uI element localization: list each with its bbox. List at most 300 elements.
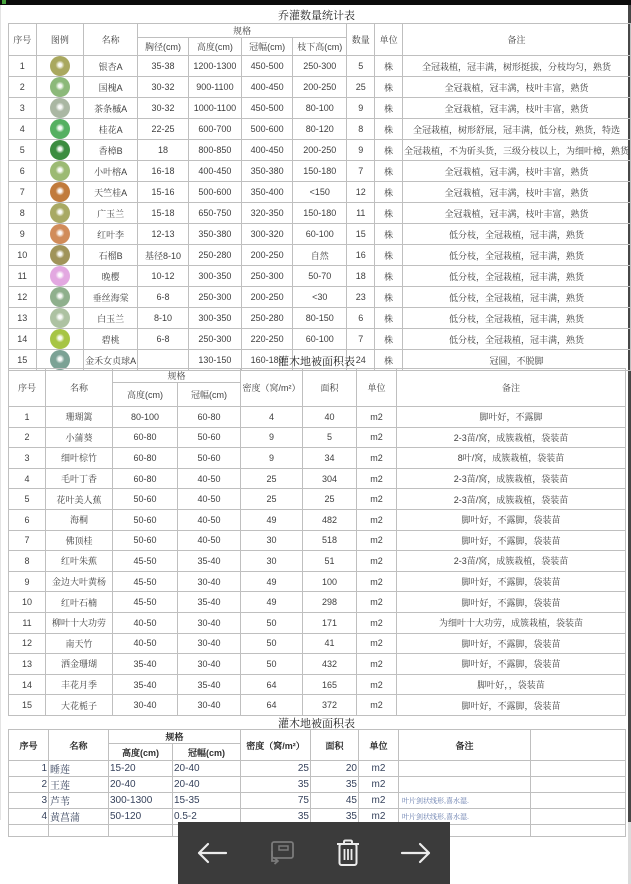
plant-legend-icon: [50, 98, 70, 118]
table-cell: 2-3苗/窝，成簇栽植，袋装苗: [397, 551, 626, 572]
table-cell: 2: [9, 77, 37, 98]
table-cell: 50-60: [113, 530, 178, 551]
table-row: [9, 674, 626, 695]
column-header: 密度（窝/m²）: [241, 369, 303, 407]
table-cell: 50: [241, 612, 303, 633]
table-cell: 8叶/窝，成簇栽植，袋装苗: [397, 448, 626, 469]
table-cell: 冠圆，不脱脚: [402, 350, 630, 371]
column-header: 冠幅(cm): [242, 38, 293, 56]
table-cell: 500-600: [188, 182, 241, 203]
plant-legend-icon: [50, 77, 70, 97]
table-cell: 株: [375, 266, 403, 287]
tree-table: [8, 23, 631, 371]
column-header: 名称: [46, 369, 113, 407]
table-row: [9, 224, 631, 245]
plant-legend-icon: [50, 203, 70, 223]
table-cell: 南天竹: [46, 633, 113, 654]
table-cell: 13: [9, 654, 46, 675]
table-cell: 60-80: [113, 427, 178, 448]
table-cell: 1: [9, 761, 49, 777]
table-cell: 40-50: [113, 612, 178, 633]
table-cell: 250-300: [188, 329, 241, 350]
column-header: 胸径(cm): [138, 38, 189, 56]
table-cell: 洒金珊瑚: [46, 654, 113, 675]
arrow-left-icon: [195, 840, 229, 866]
column-header: 序号: [9, 24, 37, 56]
table-cell: m2: [357, 530, 397, 551]
plant-legend-icon: [50, 161, 70, 181]
table-cell: 30-40: [113, 695, 178, 716]
table-cell: m2: [359, 761, 399, 777]
table-row: [9, 612, 626, 633]
table-cell: 60-80: [113, 468, 178, 489]
table-cell: 100: [303, 571, 357, 592]
table-cell: 41: [303, 633, 357, 654]
next-page-button[interactable]: [396, 833, 436, 873]
plant-legend-icon: [50, 182, 70, 202]
table-cell: 2-3苗/窝，成簇栽植，袋装苗: [397, 427, 626, 448]
table-cell: 45: [311, 793, 359, 809]
table-cell: 9: [9, 224, 37, 245]
table-cell: 350-380: [188, 224, 241, 245]
shrub-table: [8, 368, 626, 716]
table-cell: 佛顶桂: [46, 530, 113, 551]
table-cell: 脚叶好，不露脚，袋装苗: [397, 530, 626, 551]
table-cell: 75: [241, 793, 311, 809]
table-cell: 低分枝，全冠栽植，冠丰满，熟货: [402, 308, 630, 329]
table-cell: 24: [347, 350, 375, 371]
table-cell: 小叶榕A: [84, 161, 138, 182]
table-cell: 400-450: [188, 161, 241, 182]
table-cell: 大花栀子: [46, 695, 113, 716]
table-cell: [399, 761, 531, 777]
table-cell: 6: [9, 509, 46, 530]
table-cell: 50-60: [113, 489, 178, 510]
table-cell: 23: [347, 287, 375, 308]
table-cell: 16: [347, 245, 375, 266]
table-row: [9, 592, 626, 613]
table-cell: 7: [347, 161, 375, 182]
annotate-button[interactable]: [260, 833, 300, 873]
table-cell: 20-40: [173, 777, 241, 793]
table-cell: m2: [357, 407, 397, 428]
table-cell: 40-50: [178, 468, 241, 489]
table-cell: 全冠栽植，树形舒展，冠丰满，低分枝，熟货，特选: [402, 119, 630, 140]
table-cell: 2-3苗/窝，成簇栽植，袋装苗: [397, 489, 626, 510]
table-cell: 40: [303, 407, 357, 428]
table-cell: 60-100: [293, 329, 347, 350]
table-cell: 芦苇: [49, 793, 109, 809]
table-cell: 11: [9, 612, 46, 633]
table-cell: 15-20: [109, 761, 173, 777]
table-cell: 全冠栽植，冠丰满，枝叶丰富，熟货: [402, 77, 630, 98]
column-header: 高度(cm): [113, 383, 178, 407]
table-row: [9, 777, 626, 793]
table-cell: 350-380: [242, 161, 293, 182]
table-cell: [531, 809, 626, 825]
table-cell: 10-12: [138, 266, 189, 287]
water-table-title: 灌木地被面积表: [278, 718, 355, 730]
table-cell: 自然: [293, 245, 347, 266]
table-row: [9, 77, 631, 98]
table-row: [9, 119, 631, 140]
page-left-edge: [0, 5, 1, 820]
table-row: [9, 551, 626, 572]
table-cell: 30: [241, 530, 303, 551]
column-header: 备注: [399, 730, 531, 761]
table-cell: 400-450: [242, 77, 293, 98]
table-cell: m2: [357, 448, 397, 469]
table-cell: [36, 203, 84, 224]
table-cell: 35: [311, 809, 359, 825]
table-cell: 4: [241, 407, 303, 428]
table-cell: 株: [375, 98, 403, 119]
table-cell: 45-50: [113, 551, 178, 572]
plant-legend-icon: [50, 56, 70, 76]
column-header: 数量: [347, 24, 375, 56]
table-cell: 全冠栽植，冠丰满，枝叶丰富，熟货: [402, 182, 630, 203]
previous-page-button[interactable]: [192, 833, 232, 873]
column-header: [531, 730, 626, 761]
table-cell: [36, 182, 84, 203]
table-cell: 脚叶好，不露脚，袋装苗: [397, 509, 626, 530]
table-cell: 25: [241, 489, 303, 510]
table-cell: 株: [375, 140, 403, 161]
table-cell: [531, 825, 626, 837]
table-cell: 晚樱: [84, 266, 138, 287]
table-cell: 900-1100: [188, 77, 241, 98]
note-callout-icon: [263, 838, 297, 868]
table-cell: 12: [9, 633, 46, 654]
table-cell: 脚叶好，不露脚，袋装苗: [397, 695, 626, 716]
table-cell: 30: [241, 551, 303, 572]
table-cell: 45-50: [113, 592, 178, 613]
table-cell: 50-120: [109, 809, 173, 825]
table-cell: m2: [357, 427, 397, 448]
table-cell: 6: [347, 308, 375, 329]
table-cell: 花叶美人蕉: [46, 489, 113, 510]
water-table-container: [8, 729, 626, 837]
table-cell: 株: [375, 245, 403, 266]
table-cell: 165: [303, 674, 357, 695]
table-cell: 200-250: [242, 245, 293, 266]
table-cell: 白玉兰: [84, 308, 138, 329]
column-header: 序号: [9, 369, 46, 407]
table-cell: [36, 224, 84, 245]
column-header: 规格: [113, 369, 241, 383]
table-cell: 25: [241, 761, 311, 777]
table-cell: 天竺桂A: [84, 182, 138, 203]
table-cell: 睡莲: [49, 761, 109, 777]
table-cell: 298: [303, 592, 357, 613]
table-cell: 64: [241, 695, 303, 716]
table-cell: 14: [9, 674, 46, 695]
table-cell: 30-40: [178, 654, 241, 675]
table-cell: 2: [9, 777, 49, 793]
table-cell: m2: [357, 509, 397, 530]
table-cell: 海桐: [46, 509, 113, 530]
table-cell: 桂花A: [84, 119, 138, 140]
column-header: 规格: [109, 730, 241, 744]
table-row: [9, 287, 631, 308]
plant-legend-icon: [50, 245, 70, 265]
table-cell: 60-80: [178, 407, 241, 428]
table-row: [9, 489, 626, 510]
table-cell: m2: [359, 809, 399, 825]
table-cell: m2: [357, 633, 397, 654]
table-cell: 5: [9, 140, 37, 161]
table-cell: 5: [9, 489, 46, 510]
table-cell: 11: [347, 203, 375, 224]
plant-legend-icon: [50, 308, 70, 328]
table-cell: 200-250: [242, 287, 293, 308]
table-cell: 10: [9, 592, 46, 613]
table-cell: m2: [359, 777, 399, 793]
table-row: [9, 468, 626, 489]
table-cell: 25: [241, 468, 303, 489]
table-cell: 王莲: [49, 777, 109, 793]
table-cell: 株: [375, 119, 403, 140]
table-cell: 全冠栽植，冠丰满，枝叶丰富，熟货: [402, 98, 630, 119]
table-cell: 4: [9, 468, 46, 489]
table-cell: 250-300: [242, 266, 293, 287]
table-cell: 30-40: [178, 633, 241, 654]
table-cell: m2: [357, 489, 397, 510]
table-cell: 8: [9, 203, 37, 224]
tree-table-container: [8, 23, 631, 371]
table-cell: [36, 308, 84, 329]
table-cell: 3: [9, 793, 49, 809]
table-cell: 20-40: [109, 777, 173, 793]
table-cell: 9: [347, 140, 375, 161]
table-cell: 7: [9, 182, 37, 203]
table-cell: 银杏A: [84, 56, 138, 77]
table-cell: 1: [9, 56, 37, 77]
column-header: 序号: [9, 730, 49, 761]
table-cell: 株: [375, 350, 403, 371]
table-row: [9, 761, 626, 777]
table-cell: 80-100: [113, 407, 178, 428]
table-cell: 400-450: [242, 140, 293, 161]
table-cell: 1200-1300: [188, 56, 241, 77]
table-cell: m2: [357, 551, 397, 572]
window-top-edge: [0, 0, 631, 5]
table-cell: [36, 98, 84, 119]
column-header: 面积: [303, 369, 357, 407]
table-cell: 35-40: [178, 674, 241, 695]
water-table: [8, 729, 626, 837]
table-cell: [36, 266, 84, 287]
table-cell: 450-500: [242, 56, 293, 77]
table-cell: 320-350: [242, 203, 293, 224]
column-header: 密度（窝/m²）: [241, 730, 311, 761]
table-row: [9, 245, 631, 266]
plant-legend-icon: [50, 224, 70, 244]
table-cell: 35-40: [178, 592, 241, 613]
column-header: 名称: [49, 730, 109, 761]
table-cell: [36, 161, 84, 182]
column-header: 高度(cm): [188, 38, 241, 56]
column-header: 名称: [84, 24, 138, 56]
table-cell: 毛叶丁香: [46, 468, 113, 489]
column-header: 备注: [397, 369, 626, 407]
table-cell: 30-40: [178, 571, 241, 592]
plant-legend-icon: [50, 140, 70, 160]
table-cell: 株: [375, 77, 403, 98]
table-cell: 基径8-10: [138, 245, 189, 266]
table-cell: 60-80: [113, 448, 178, 469]
tree-table-title: 乔灌数量统计表: [278, 10, 355, 22]
table-cell: 低分枝，全冠栽植，冠丰满，熟货: [402, 266, 630, 287]
table-cell: 80-120: [293, 119, 347, 140]
table-cell: 250-300: [293, 56, 347, 77]
table-cell: 35: [241, 809, 311, 825]
table-cell: 2-3苗/窝，成簇栽植，袋装苗: [397, 468, 626, 489]
table-cell: 株: [375, 287, 403, 308]
table-cell: 160-180: [242, 350, 293, 371]
table-cell: 叶片剑状线形,喜水湿.: [399, 793, 531, 809]
table-cell: 45-50: [113, 571, 178, 592]
table-row: [9, 695, 626, 716]
table-cell: 全冠栽植，不为斫头货，三级分枝以上，为细叶樟，熟货: [402, 140, 630, 161]
table-cell: 为细叶十大功劳，成簇栽植，袋装苗: [397, 612, 626, 633]
table-cell: 脚叶好，不露脚，袋装苗: [397, 592, 626, 613]
table-cell: 50-70: [293, 266, 347, 287]
table-cell: m2: [357, 654, 397, 675]
table-cell: 12: [347, 182, 375, 203]
table-row: [9, 654, 626, 675]
table-cell: 250-280: [188, 245, 241, 266]
table-cell: 小蒲葵: [46, 427, 113, 448]
table-cell: 30-40: [178, 612, 241, 633]
table-row: [9, 530, 626, 551]
table-cell: 220-250: [242, 329, 293, 350]
table-cell: 130-150: [188, 350, 241, 371]
table-cell: 脚叶好，，袋装苗: [397, 674, 626, 695]
table-cell: 2: [9, 427, 46, 448]
table-row: [9, 329, 631, 350]
table-cell: 脚叶好，不露脚，袋装苗: [397, 654, 626, 675]
table-cell: 40-50: [178, 489, 241, 510]
table-cell: 35: [311, 777, 359, 793]
table-cell: 500-600: [242, 119, 293, 140]
table-cell: 40-50: [178, 509, 241, 530]
table-cell: 800-850: [188, 140, 241, 161]
table-cell: m2: [357, 612, 397, 633]
table-cell: 碧桃: [84, 329, 138, 350]
table-cell: 株: [375, 329, 403, 350]
table-cell: 低分枝，全冠栽植，冠丰满，熟货: [402, 329, 630, 350]
table-row: [9, 140, 631, 161]
table-cell: 50-60: [178, 448, 241, 469]
table-row: [9, 161, 631, 182]
column-header: 高度(cm): [109, 744, 173, 761]
table-cell: 5: [347, 56, 375, 77]
table-cell: 20-40: [173, 761, 241, 777]
table-cell: 6: [9, 161, 37, 182]
table-cell: 51: [303, 551, 357, 572]
table-cell: 9: [347, 98, 375, 119]
column-header: 图例: [36, 24, 84, 56]
table-cell: 9: [241, 427, 303, 448]
table-cell: 49: [241, 509, 303, 530]
table-cell: 49: [241, 592, 303, 613]
table-cell: 株: [375, 308, 403, 329]
column-header: 枝下高(cm): [293, 38, 347, 56]
table-cell: 株: [375, 161, 403, 182]
table-cell: 株: [375, 182, 403, 203]
plant-legend-icon: [50, 287, 70, 307]
table-cell: 脚叶好，不露脚，袋装苗: [397, 571, 626, 592]
table-cell: 低分枝，全冠栽植，冠丰满，熟货: [402, 245, 630, 266]
table-cell: 482: [303, 509, 357, 530]
plant-legend-icon: [50, 329, 70, 349]
table-cell: 8: [9, 551, 46, 572]
viewer-toolbar: [178, 822, 450, 884]
table-cell: 150-180: [293, 161, 347, 182]
table-cell: 15-35: [173, 793, 241, 809]
table-cell: 25: [303, 489, 357, 510]
table-cell: 香樟B: [84, 140, 138, 161]
table-cell: 15: [9, 350, 37, 371]
table-cell: 7: [9, 530, 46, 551]
table-cell: m2: [357, 571, 397, 592]
table-cell: m2: [357, 592, 397, 613]
table-row: [9, 407, 626, 428]
table-cell: 35-40: [113, 674, 178, 695]
table-row: [9, 793, 626, 809]
trash-icon: [333, 837, 363, 869]
table-cell: 25: [347, 77, 375, 98]
delete-button[interactable]: [328, 833, 368, 873]
table-cell: 35-40: [113, 654, 178, 675]
table-cell: 200-250: [293, 140, 347, 161]
table-cell: [36, 56, 84, 77]
table-cell: 30-40: [178, 695, 241, 716]
shrub-table-container: [8, 368, 626, 716]
table-cell: [49, 825, 109, 837]
table-cell: [531, 761, 626, 777]
table-cell: 细叶棕竹: [46, 448, 113, 469]
table-cell: 全冠栽植，冠丰满，枝叶丰富，熟货: [402, 161, 630, 182]
table-cell: 红叶李: [84, 224, 138, 245]
column-header: 备注: [402, 24, 630, 56]
table-cell: 60-100: [293, 224, 347, 245]
table-cell: 8-10: [138, 308, 189, 329]
table-cell: 脚叶好，不露脚: [397, 407, 626, 428]
table-cell: 50-60: [178, 427, 241, 448]
table-cell: 茶条槭A: [84, 98, 138, 119]
table-cell: 3: [9, 98, 37, 119]
table-cell: 1: [9, 407, 46, 428]
table-cell: 全冠栽植，冠丰满，树形挺拔，分枝均匀，熟货: [402, 56, 630, 77]
table-cell: 18: [138, 140, 189, 161]
table-cell: 15-16: [138, 182, 189, 203]
table-cell: 低分枝，全冠栽植，冠丰满，熟货: [402, 224, 630, 245]
column-header: 单位: [359, 730, 399, 761]
table-cell: 11: [9, 266, 37, 287]
plant-legend-icon: [50, 266, 70, 286]
table-cell: 7: [347, 329, 375, 350]
table-cell: 16-18: [138, 161, 189, 182]
table-cell: 50: [241, 654, 303, 675]
table-cell: 80-150: [293, 308, 347, 329]
table-cell: 株: [375, 56, 403, 77]
table-cell: 80-100: [293, 98, 347, 119]
table-cell: 150-180: [293, 203, 347, 224]
table-cell: 红叶石楠: [46, 592, 113, 613]
table-cell: 35-38: [138, 56, 189, 77]
